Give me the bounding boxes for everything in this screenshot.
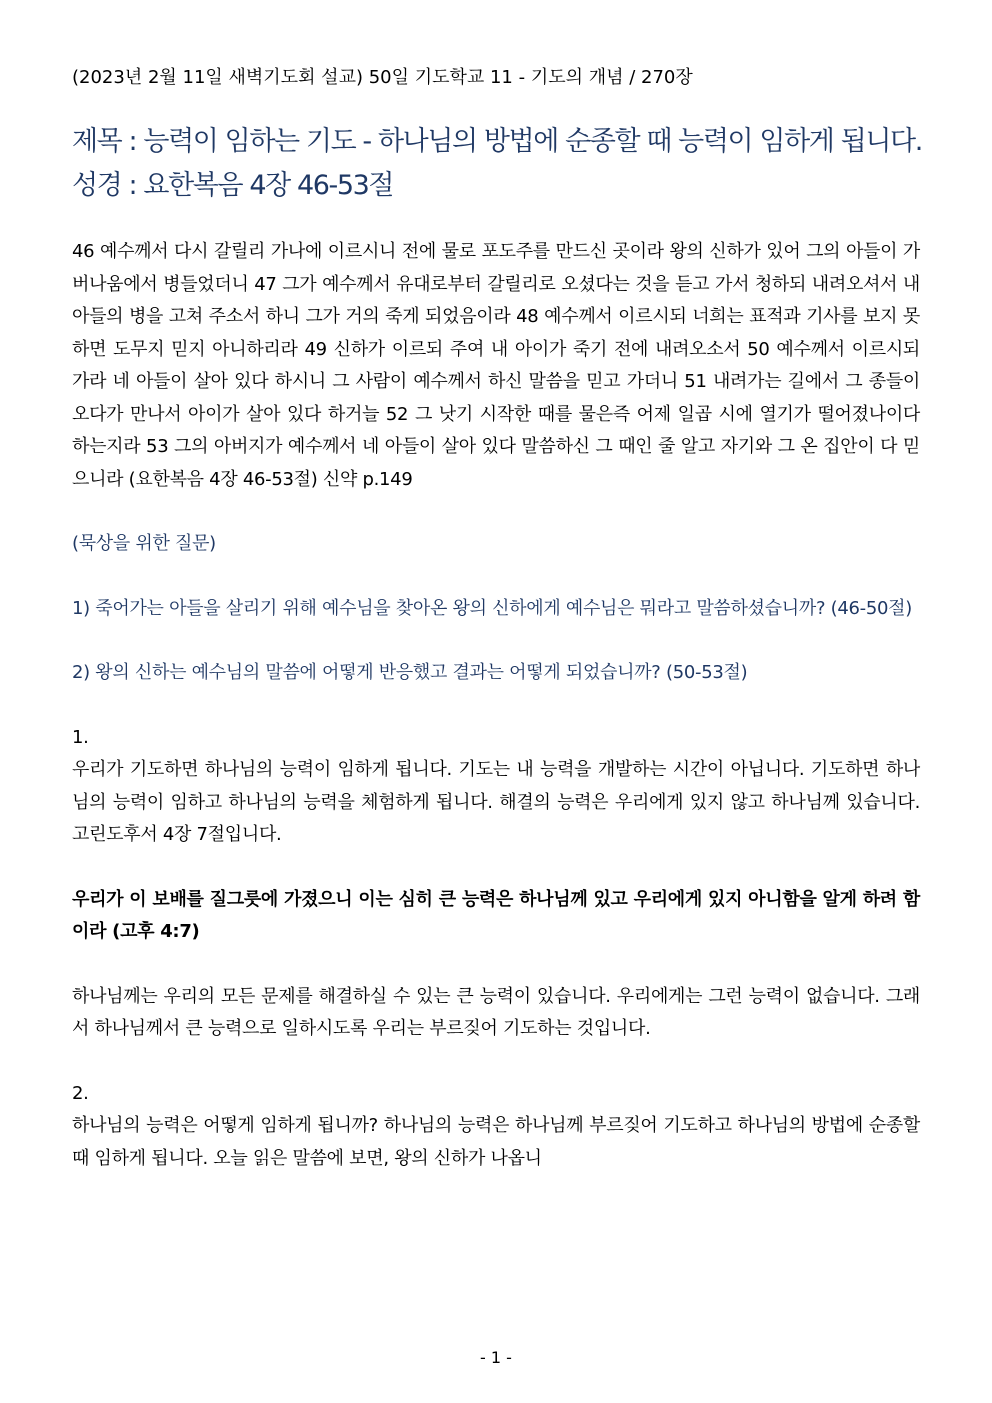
- document-page: [72, 62, 920, 1175]
- section-2-text: 하나님의 능력은 어떻게 임하게 됩니까? 하나님의 능력은 하나님께 부르짖어 기도하고 하나님의 방법에 순종할 때 임하게 됩니다. 오늘 읽은 말씀에 보면, 왕의 신하가 나옵니: [72, 1115, 920, 1169]
- section-2: [72, 1078, 920, 1176]
- meditation-question-2: 2) 왕의 신하는 예수님의 말씀에 어떻게 반응했고 결과는 어떻게 되었습니까? (50-53절): [72, 662, 748, 683]
- meditation-heading: (묵상을 위한 질문): [72, 533, 216, 554]
- scripture-passage: 46 예수께서 다시 갈릴리 가나에 이르시니 전에 물로 포도주를 만드신 곳이라 왕의 신하가 있어 그의 아들이 가버나움에서 병들었더니 47 그가 예수께서 유대로부터 갈릴리로 오셨다는 것을 듣고 가서 청하되 내려오셔서 내 아들의 병을 고쳐 주소서 하니 그가 거의 죽게 되었음이라 48 예수께서 이르시되 너희는 표적과 기사를 보지 못하면 도무지 믿지 아니하리라 49 신하가 이르되 주여 내 아이가 죽기 전에 내려오소서 50 예수께서 이르시되 가라 네 아들이 살아 있다 하시니 그 사람이 예수께서 하신 말씀을 믿고 가더니 51 내려가는 길에서 그 종들이 오다가 만나서 아이가 살아 있다 하거늘 52 그 낫기 시작한 때를 물은즉 어제 일곱 시에 열기가 떨어졌나이다 하는지라 53 그의 아버지가 예수께서 네 아들이 살아 있다 말씀하신 그 때인 줄 알고 자기와 그 온 집안이 다 믿으니라 (요한복음 4장 46-53절) 신약 p.149: [72, 241, 920, 490]
- verse-commentary: 하나님께는 우리의 모든 문제를 해결하실 수 있는 큰 능력이 있습니다. 우리에게는 그런 능력이 없습니다. 그래서 하나님께서 큰 능력으로 일하시도록 우리는 부르짖어 기도하는 것입니다.: [72, 985, 920, 1039]
- page-number: - 1 -: [480, 1348, 512, 1367]
- section-1-number: 1.: [72, 726, 89, 748]
- section-1: [72, 722, 920, 852]
- quoted-verse: 우리가 이 보배를 질그릇에 가졌으니 이는 심히 큰 능력은 하나님께 있고 우리에게 있지 아니함을 알게 하려 함이라 (고후 4:7): [72, 888, 920, 942]
- section-2-number: 2.: [72, 1082, 89, 1104]
- scripture-reference: 성경 : 요한복음 4장 46-53절: [72, 170, 394, 201]
- sermon-title: 제목 : 능력이 임하는 기도 - 하나님의 방법에 순종할 때 능력이 임하게 됩니다.: [72, 126, 922, 157]
- sermon-header: (2023년 2월 11일 새벽기도회 설교) 50일 기도학교 11 - 기도의 개념 / 270장: [72, 67, 693, 88]
- section-1-text: 우리가 기도하면 하나님의 능력이 임하게 됩니다. 기도는 내 능력을 개발하는 시간이 아닙니다. 기도하면 하나님의 능력이 임하고 하나님의 능력을 체험하게 됩니다. 해결의 능력은 우리에게 있지 않고 하나님께 있습니다. 고린도후서 4장 7절입니다.: [72, 759, 920, 845]
- sermon-title-block: [72, 120, 920, 208]
- meditation-question-1: 1) 죽어가는 아들을 살리기 위해 예수님을 찾아온 왕의 신하에게 예수님은 뭐라고 말씀하셨습니까? (46-50절): [72, 597, 912, 619]
